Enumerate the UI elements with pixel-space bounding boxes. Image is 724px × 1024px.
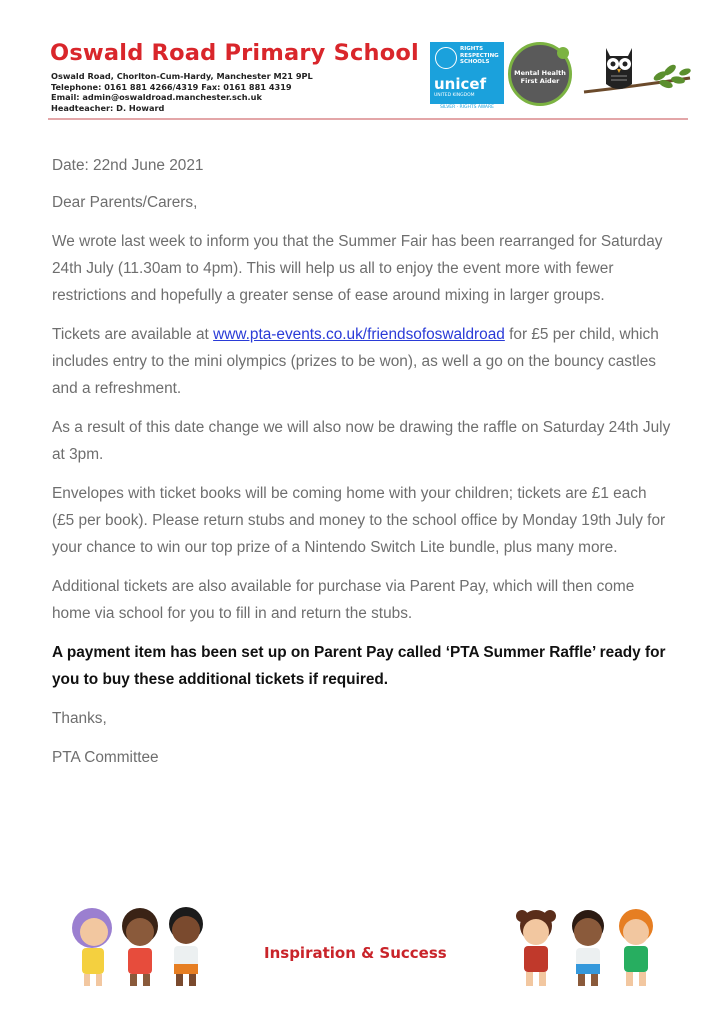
paragraph-parent-pay: Additional tickets are also available for purchase via Parent Pay, which will then come home via school for you to fill in and return the stubs.	[52, 578, 635, 622]
rights-respecting-schools-logo	[430, 42, 504, 112]
paragraph-raffle-date: As a result of this date change we will also now be drawing the raffle on Saturday 24th July at 3pm.	[52, 419, 671, 463]
header-divider	[48, 118, 688, 120]
unicef-wordmark: unicef	[434, 75, 487, 93]
signature: PTA Committee	[52, 749, 159, 766]
globe-icon	[435, 47, 457, 69]
owl-on-branch-logo	[582, 40, 692, 112]
paragraph-tickets: Tickets are available at www.pta-events.co.uk/friendsofoswaldroad for £5 per child, which includes entry to the mini olympics (prizes to be won), as well a go on the bouncy castles and a refreshment.	[52, 326, 659, 397]
salutation: Dear Parents/Carers,	[52, 194, 198, 211]
paragraph-summer-fair: We wrote last week to inform you that the Summer Fair has been rearranged for Saturday 24th July (11.30am to 4pm). This will help us all to enjoy the event more with fewer restrictions and hopefully a greater sense of ease around mixing in larger groups.	[52, 233, 663, 304]
children-illustration	[62, 900, 222, 992]
rrs-text: RIGHTS RESPECTING SCHOOLS	[460, 46, 499, 65]
pta-events-link[interactable]: www.pta-events.co.uk/friendsofoswaldroad	[213, 326, 505, 343]
school-address: Oswald Road, Chorlton-Cum-Hardy, Manchester M21 9PL	[51, 71, 313, 81]
unicef-country: UNITED KINGDOM	[434, 93, 475, 98]
paragraph-envelopes: Envelopes with ticket books will be coming home with your children; tickets are £1 each (£5 per book). Please return stubs and money to the school office by Monday 19th July for your chance to win our top prize of a Nintendo Switch Lite bundle, plus many more.	[52, 485, 666, 556]
school-telephone: Telephone: 0161 881 4266/4319 Fax: 0161 881 4319	[51, 81, 292, 92]
paragraph-payment-item: A payment item has been set up on Parent Pay called ‘PTA Summer Raffle’ ready for you to buy these additional tickets if required.	[52, 644, 666, 688]
letter-date: Date: 22nd June 2021	[52, 157, 204, 174]
school-email: Email: admin@oswaldroad.manchester.sch.uk	[51, 92, 262, 103]
school-motto: Inspiration & Success	[264, 944, 447, 962]
contact-details	[51, 71, 313, 113]
closing: Thanks,	[52, 710, 107, 727]
mhfa-leaf-icon	[557, 47, 569, 59]
headteacher: Headteacher: D. Howard	[51, 102, 165, 113]
school-name: Oswald Road Primary School	[50, 40, 419, 66]
mental-health-first-aider-logo	[508, 42, 572, 106]
mhfa-text: Mental Health First Aider	[514, 69, 566, 85]
unicef-award: SILVER · RIGHTS AWARE	[430, 104, 504, 112]
letter-body	[52, 152, 672, 771]
children-illustration	[508, 900, 668, 992]
